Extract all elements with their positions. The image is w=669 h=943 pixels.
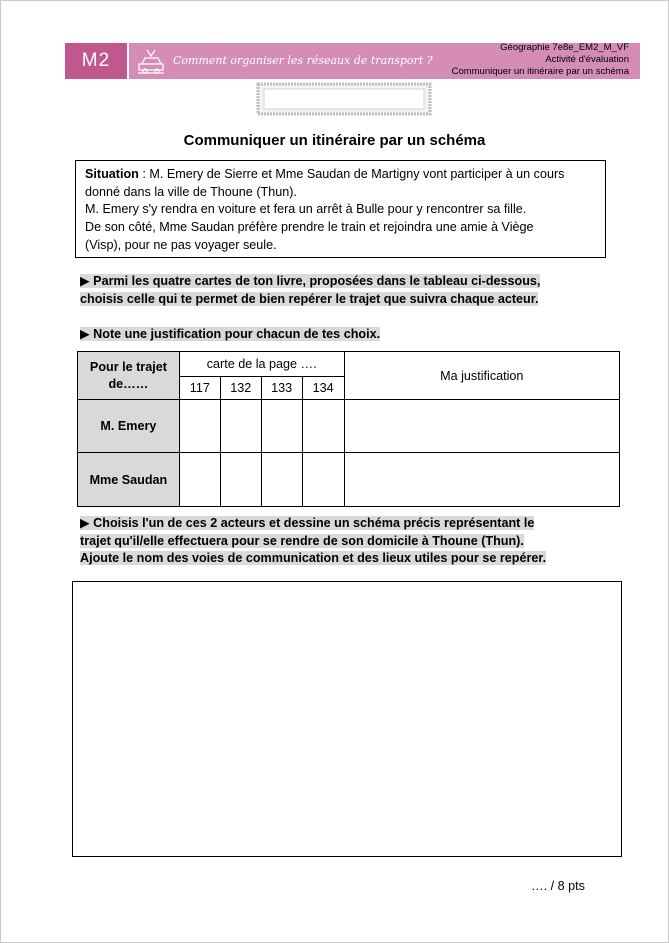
meta-activity: Activité d'évaluation	[545, 54, 629, 65]
transport-sketch-icon	[136, 47, 166, 75]
module-badge: M2	[65, 43, 127, 79]
meta-subject: Géographie 7e8e_EM2_M_VF	[500, 42, 629, 53]
instruction-1-line-1: ▶ Parmi les quatre cartes de ton livre, proposées dans le tableau ci-dessous,	[80, 274, 541, 288]
table-row	[78, 400, 620, 453]
instruction-1	[80, 273, 540, 308]
instruction-2	[80, 326, 380, 344]
instruction-3-line-1: ▶ Choisis l'un de ces 2 acteurs et dessine un schéma précis représentant le	[80, 516, 535, 530]
blank-stamp	[255, 81, 433, 117]
table-row	[78, 453, 620, 507]
instruction-3-line-2: trajet qu'il/elle effectuera pour se rendre de son domicile à Thoune (Thun).	[80, 533, 524, 548]
row-label-saudan: Mme Saudan	[78, 453, 180, 507]
score: …. / 8 pts	[531, 879, 585, 893]
meta-topic: Communiquer un itinéraire par un schéma	[451, 66, 629, 77]
header-trajet: Pour le trajet de……	[78, 352, 180, 400]
situation-text-4: De son côté, Mme Saudan préfère prendre le train et rejoindra une amie à Viège	[85, 220, 534, 235]
header-carte: carte de la page ….	[179, 352, 344, 377]
situation-label: Situation	[85, 167, 139, 181]
cell-justification[interactable]	[344, 453, 619, 507]
page-117: 117	[179, 377, 220, 400]
cell-check[interactable]	[302, 400, 344, 453]
drawing-area[interactable]	[72, 581, 622, 857]
cell-check[interactable]	[220, 400, 261, 453]
situation-text-1: : M. Emery de Sierre et Mme Saudan de Martigny vont participer à un cours	[138, 167, 565, 181]
document-meta	[452, 42, 629, 78]
instruction-3-line-3: Ajoute le nom des voies de communication et des lieux utiles pour se repérer.	[80, 551, 547, 566]
choice-table	[77, 351, 620, 507]
cell-check[interactable]	[261, 400, 302, 453]
row-label-emery: M. Emery	[78, 400, 180, 453]
cell-check[interactable]	[179, 453, 220, 507]
situation-text-2: donné dans la ville de Thoune (Thun).	[85, 184, 297, 199]
page-132: 132	[220, 377, 261, 400]
cell-check[interactable]	[302, 453, 344, 507]
cell-check[interactable]	[220, 453, 261, 507]
instruction-2-text: ▶ Note une justification pour chacun de tes choix.	[80, 327, 381, 341]
instruction-3	[80, 515, 546, 568]
cell-check[interactable]	[179, 400, 220, 453]
situation-box	[75, 160, 606, 258]
page-134: 134	[302, 377, 344, 400]
page-133: 133	[261, 377, 302, 400]
cell-check[interactable]	[261, 453, 302, 507]
header-justification: Ma justification	[344, 352, 619, 400]
situation-text-3: M. Emery s'y rendra en voiture et fera un arrêt à Bulle pour y rencontrer sa fille.	[85, 202, 527, 217]
page-title: Communiquer un itinéraire par un schéma	[183, 132, 486, 149]
cell-justification[interactable]	[344, 400, 619, 453]
instruction-1-line-2: choisis celle qui te permet de bien repérer le trajet que suivra chaque acteur.	[80, 291, 539, 306]
band-title: Comment organiser les réseaux de transport ?	[173, 54, 433, 67]
situation-text-5: (Visp), pour ne pas voyager seule.	[85, 237, 277, 252]
